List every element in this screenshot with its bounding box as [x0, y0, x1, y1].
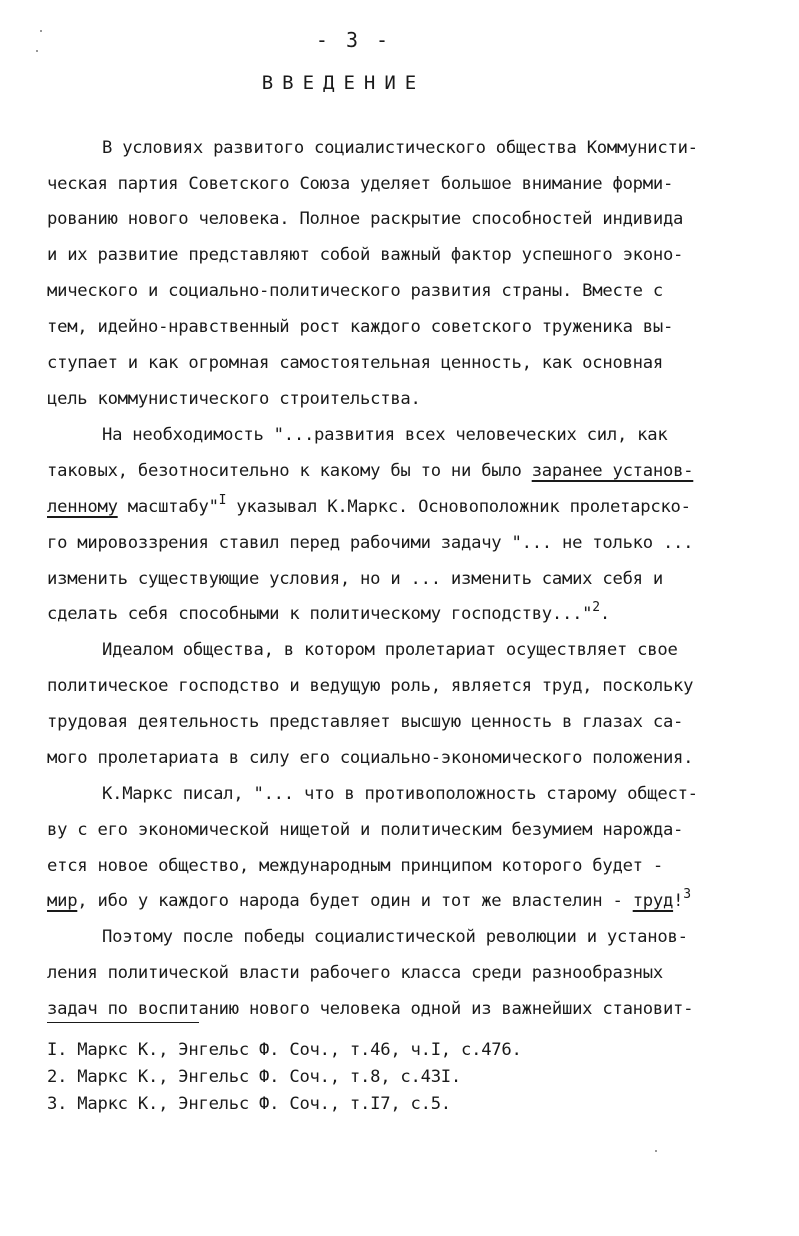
text-segment: сделать себя способными к политическому господству..." [47, 604, 593, 624]
text-line: К.Маркс писал, "... что в противоположность старому общест- [102, 784, 698, 804]
page-number: - 3 - [315, 28, 392, 52]
text-line: В условиях развитого социалистического общества Коммунисти- [102, 138, 698, 158]
footnote-ref: 3 [683, 887, 691, 902]
text-line: ется новое общество, международным принципом которого будет - [47, 856, 663, 876]
text-line: и их развитие представляют собой важный фактор успешного эконо- [47, 245, 684, 265]
footnote: 2. Маркс К., Энгельс Ф. Соч., т.8, с.43I. [47, 1067, 462, 1087]
text-line: рованию нового человека. Полное раскрытие способностей индивида [47, 209, 684, 229]
page-title: ВВЕДЕНИЕ [261, 72, 426, 94]
text-line [47, 460, 693, 482]
text-line: цель коммунистического строительства. [47, 389, 421, 409]
footnote-divider [47, 1022, 199, 1023]
footnote-ref: 2 [592, 600, 600, 615]
text-segment: таковых, безотносительно к какому бы то ни было [47, 461, 532, 481]
text-line [47, 887, 691, 912]
text-line: трудовая деятельность представляет высшую ценность в глазах са- [47, 712, 684, 732]
text-line: изменить существующие условия, но и ... изменить самих себя и [47, 569, 663, 589]
scan-speck [655, 1150, 657, 1152]
text-line: задач по воспитанию нового человека одной из важнейших становит- [47, 999, 694, 1019]
text-segment: указывал К.Маркс. Основоположник пролетарско- [226, 497, 691, 517]
text-line: мического и социально-политического развития страны. Вместе с [47, 281, 663, 301]
text-line [47, 493, 691, 518]
text-segment: ! [673, 891, 684, 911]
text-segment: , ибо у каждого народа будет один и тот же властелин - [77, 891, 633, 911]
underlined-text: труд [632, 891, 674, 911]
text-line: мого пролетариата в силу его социально-экономического положения. [47, 748, 694, 768]
underlined-text: заранее установ- [531, 461, 694, 481]
text-line: ческая партия Советского Союза уделяет большое внимание форми- [47, 174, 674, 194]
footnote-ref: I [218, 493, 227, 508]
text-line: ления политической власти рабочего класса среди разнообразных [47, 963, 663, 983]
text-line: ву с его экономической нищетой и политическим безумием нарожда- [47, 820, 684, 840]
text-line: политическое господство и ведущую роль, является труд, поскольку [47, 676, 694, 696]
text-line: Идеалом общества, в котором пролетариат осуществляет свое [102, 640, 678, 660]
footnote: I. Маркс К., Энгельс Ф. Соч., т.46, ч.I, с.476. [47, 1040, 522, 1060]
text-line: На необходимость "...развития всех человеческих сил, как [102, 425, 668, 445]
underlined-text: ленному [47, 497, 118, 517]
text-segment: . [599, 604, 610, 624]
text-line [47, 600, 610, 625]
footnote: 3. Маркс К., Энгельс Ф. Соч., т.I7, с.5. [47, 1094, 451, 1114]
text-line: ступает и как огромная самостоятельная ценность, как основная [47, 353, 663, 373]
text-line: тем, идейно-нравственный рост каждого советского труженика вы- [47, 317, 674, 337]
text-line: го мировоззрения ставил перед рабочими задачу "... не только ... [47, 533, 694, 553]
text-segment: масштабу" [117, 497, 219, 517]
text-line: Поэтому после победы социалистической революции и установ- [102, 927, 688, 947]
underlined-text: мир [47, 891, 78, 911]
